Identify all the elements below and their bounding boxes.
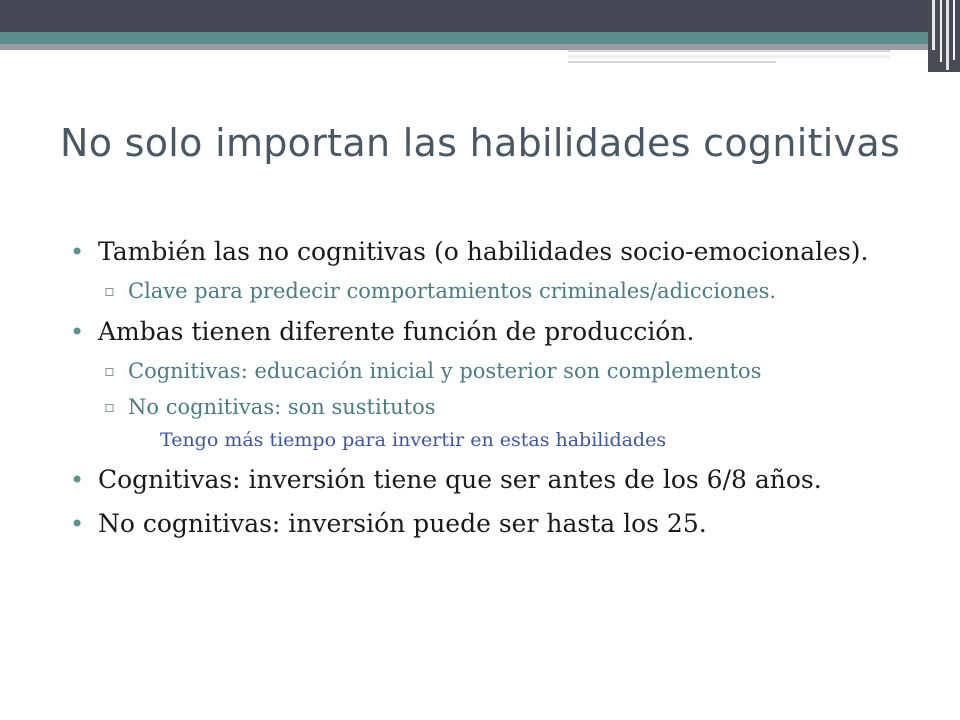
bullet-marker: • [70, 466, 85, 494]
header-teal-bar [0, 32, 960, 44]
sub-bullet-item [0, 278, 960, 304]
bullet-list [0, 236, 960, 540]
sub-bullet-text: No cognitivas: son sustitutos [128, 395, 436, 419]
bullet-item [0, 508, 960, 540]
slide-title: No solo importan las habilidades cognitivas [60, 121, 901, 165]
sub-bullet-item [0, 394, 960, 420]
bullet-text: Cognitivas: inversión tiene que ser antes de los 6/8 años. [98, 465, 822, 494]
sub-bullet-text: Clave para predecir comportamientos criminales/adicciones. [128, 279, 777, 303]
bullet-marker: • [70, 318, 85, 346]
corner-decoration [940, 0, 942, 62]
sub-sub-bullet-text: Tengo más tiempo para invertir en estas habilidades [160, 429, 667, 451]
bullet-marker: • [70, 238, 85, 266]
sub-bullet-marker: ▫ [104, 361, 115, 380]
sub-bullet-marker: ▫ [104, 397, 115, 416]
bullet-text: No cognitivas: inversión puede ser hasta los 25. [98, 509, 707, 538]
bullet-marker: • [70, 510, 85, 538]
sub-bullet-marker: ▫ [104, 281, 115, 300]
sub-bullet-text: Cognitivas: educación inicial y posterior son complementos [128, 359, 762, 383]
corner-decoration [946, 0, 949, 70]
bullet-item [0, 236, 960, 268]
bullet-item [0, 316, 960, 348]
sub-bullet-item [0, 358, 960, 384]
sub-sub-bullet-item [0, 428, 960, 452]
bullet-text: También las no cognitivas (o habilidades socio-emocionales). [98, 237, 869, 266]
header-dark-bar [0, 0, 960, 32]
corner-decoration [953, 0, 955, 60]
bullet-text: Ambas tienen diferente función de producción. [98, 317, 695, 346]
header-accent-line [568, 55, 890, 58]
header-accent-line [568, 50, 890, 52]
bullet-item [0, 464, 960, 496]
header-accent-line [568, 61, 776, 63]
corner-decoration [932, 0, 935, 50]
